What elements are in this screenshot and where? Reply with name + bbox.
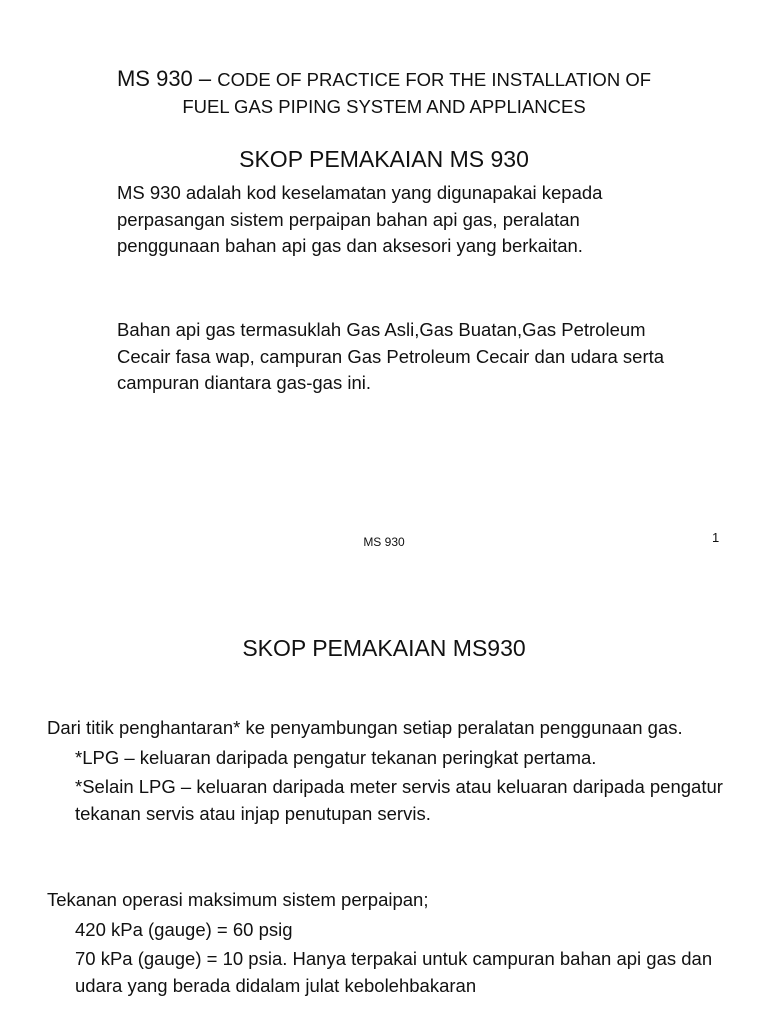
max-pressure-70kpa: 70 kPa (gauge) = 10 psia. Hanya terpakai untuk campuran bahan api gas dan udara yang berada didalam julat kebolehbakaran bbox=[75, 948, 713, 996]
scope-paragraph-2: Bahan api gas termasuklah Gas Asli,Gas Buatan,Gas Petroleum Cecair fasa wap, campuran Gas Petroleum Cecair dan udara serta campuran diantara gas-gas ini. bbox=[117, 319, 665, 393]
max-pressure-420kpa: 420 kPa (gauge) = 60 psig bbox=[75, 918, 293, 940]
slide-footer: MS 930 bbox=[363, 535, 405, 549]
slide-2-title: SKOP PEMAKAIAN MS930 bbox=[242, 635, 526, 661]
delivery-point-lead: Dari titik penghantaran* ke penyambungan setiap peralatan penggunaan gas. bbox=[47, 717, 683, 738]
scope-paragraph-1: MS 930 adalah kod keselamatan yang digunapakai kepada perpasangan sistem perpaipan bahan api gas, peralatan penggunaan bahan api gas dan aksesori yang berkaitan. bbox=[117, 182, 603, 256]
slide-1-subtitle: SKOP PEMAKAIAN MS 930 bbox=[239, 146, 529, 172]
title-line-2: FUEL GAS PIPING SYSTEM AND APPLIANCES bbox=[182, 96, 586, 117]
slide-2 bbox=[0, 575, 768, 1024]
title-standard-code: MS 930 – bbox=[116, 66, 218, 91]
slide-1-title bbox=[0, 62, 768, 120]
page-number: 1 bbox=[712, 530, 720, 545]
delivery-point-non-lpg: *Selain LPG – keluaran daripada meter servis atau keluaran daripada pengatur tekanan servis atau injap penutupan servis. bbox=[75, 776, 723, 824]
title-line-1: CODE OF PRACTICE FOR THE INSTALLATION OF bbox=[217, 69, 652, 90]
max-pressure-block bbox=[47, 887, 727, 1002]
delivery-point-lpg: *LPG – keluaran daripada pengatur tekanan peringkat pertama. bbox=[75, 746, 597, 768]
delivery-point-block bbox=[47, 715, 727, 830]
max-pressure-lead: Tekanan operasi maksimum sistem perpaipan; bbox=[47, 889, 429, 910]
